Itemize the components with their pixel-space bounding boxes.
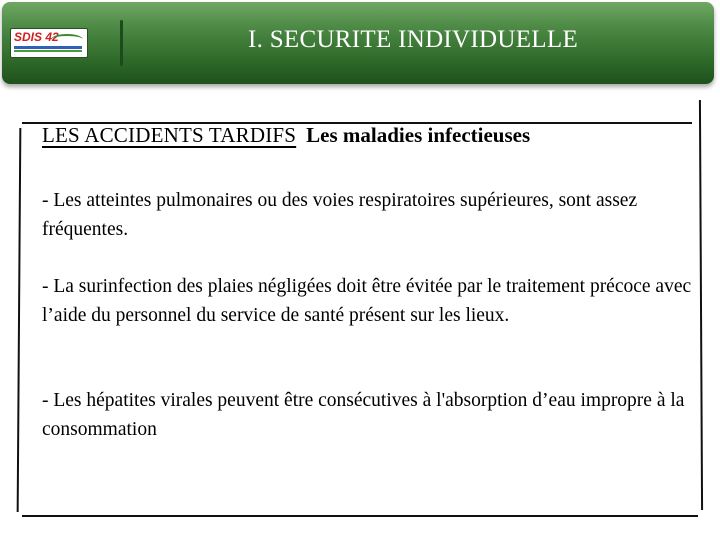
frame-right-line [699,100,703,510]
banner-divider [120,20,123,66]
logo-stripe-blue [14,46,82,49]
heading-category: LES ACCIDENTS TARDIFS [42,123,297,147]
paragraph-wound-infection: - La surinfection des plaies négligées doit être évitée par le traitement précoce avec l’aide du personnel du service de santé présent sur les lieux. [42,276,692,326]
logo-stripe-green [14,50,82,52]
logo-swoosh-icon [51,34,83,45]
slide-title: I. SECURITE INDIVIDUELLE [247,26,579,53]
paragraph-respiratory: - Les atteintes pulmonaires ou des voies respiratoires supérieures, sont assez fréquentes. [42,190,638,240]
sdis-logo [10,28,88,58]
heading-topic: Les maladies infectieuses [306,123,531,147]
paragraph-hepatitis: - Les hépatites virales peuvent être consécutives à l'absorption d’eau impropre à la consommation [42,390,685,440]
frame-bottom-line [22,515,698,517]
title-banner [2,2,714,84]
logo-text: SDIS 42 [14,30,59,44]
section-heading [42,123,530,148]
frame-left-line [17,128,22,512]
